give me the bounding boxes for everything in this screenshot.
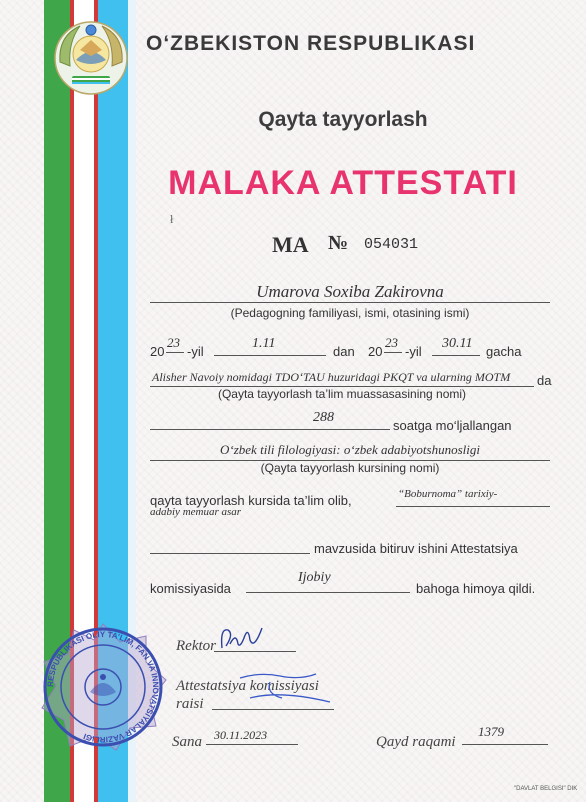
- state-emblem-icon: [50, 16, 132, 98]
- hours-value: 288: [313, 410, 334, 425]
- institution-caption: (Qayta tayyorlash ta’lim muassasasining nomi): [217, 387, 467, 401]
- commission-label-1: Attestatsiya komissiyasi: [176, 678, 319, 694]
- qayd-value: 1379: [478, 724, 504, 739]
- country-title: O‘ZBEKISTON RESPUBLIKASI: [146, 32, 476, 55]
- official-seal-icon: [38, 622, 168, 752]
- sana-value: 30.11.2023: [214, 728, 268, 742]
- yil-label-2: -yil: [405, 344, 422, 359]
- number-sign: №: [328, 232, 349, 254]
- holder-name-line: [150, 302, 550, 303]
- printer-mark: "DAVLAT BELGISI" DIK: [514, 786, 578, 792]
- yil-label-1: -yil: [187, 344, 204, 359]
- da-label: da: [537, 373, 552, 388]
- seal-text: RESPUBLIKASI OLIY TA’LIM, FAN VA INNOVATSIYALAR VAZIRLIGI: [45, 629, 161, 745]
- grade-tail: bahoga himoya qildi.: [416, 581, 536, 596]
- year-suffix-1: 23: [167, 335, 180, 350]
- date-to: 30.11: [442, 336, 473, 351]
- certificate-subtitle: Qayta tayyorlash: [258, 108, 428, 131]
- date-from: 1.11: [252, 336, 276, 351]
- holder-name: Umarova Soxiba Zakirovna: [256, 282, 444, 301]
- year-prefix-2: 20: [368, 344, 383, 359]
- grade-lead: komissiyasida: [150, 581, 231, 596]
- institution-name: Alisher Navoiy nomidagi TDO‘TAU huzuridagi PKQT va ularning MOTM: [152, 370, 511, 384]
- mark-tick: ł: [170, 212, 174, 226]
- certificate-title: MALAKA ATTESTATI: [168, 164, 518, 202]
- dan-label: dan: [333, 344, 355, 359]
- hours-label: soatga mo‘ljallangan: [393, 418, 512, 433]
- commission-signature: [230, 668, 340, 710]
- certificate-number: 054031: [364, 236, 419, 253]
- thesis-topic-line2: adabiy memuar asar: [150, 506, 242, 518]
- grade-value: Ijobiy: [298, 570, 331, 585]
- course-name: O‘zbek tili filologiyasi: o‘zbek adabiyotshunosligi: [220, 442, 480, 457]
- sana-label: Sana: [172, 734, 202, 750]
- thesis-tail: mavzusida bitiruv ishini Attestatsiya: [314, 541, 518, 556]
- series-code: MA: [272, 232, 309, 257]
- year-suffix-2: 23: [385, 335, 398, 350]
- gacha-label: gacha: [486, 344, 522, 359]
- commission-label-2: raisi: [176, 696, 204, 712]
- rektor-label: Rektor: [176, 638, 216, 654]
- rektor-signature: [214, 618, 274, 658]
- course-caption: (Qayta tayyorlash kursining nomi): [260, 461, 440, 475]
- qayd-label: Qayd raqami: [376, 734, 456, 750]
- holder-caption: (Pedagogning familiyasi, ismi, otasining ismi): [230, 306, 470, 320]
- thesis-lead: qayta tayyorlash kursida ta’lim olib,: [150, 493, 352, 508]
- year-prefix-1: 20: [150, 344, 165, 359]
- thesis-topic-line1: “Boburnoma” tarixiy-: [398, 488, 498, 500]
